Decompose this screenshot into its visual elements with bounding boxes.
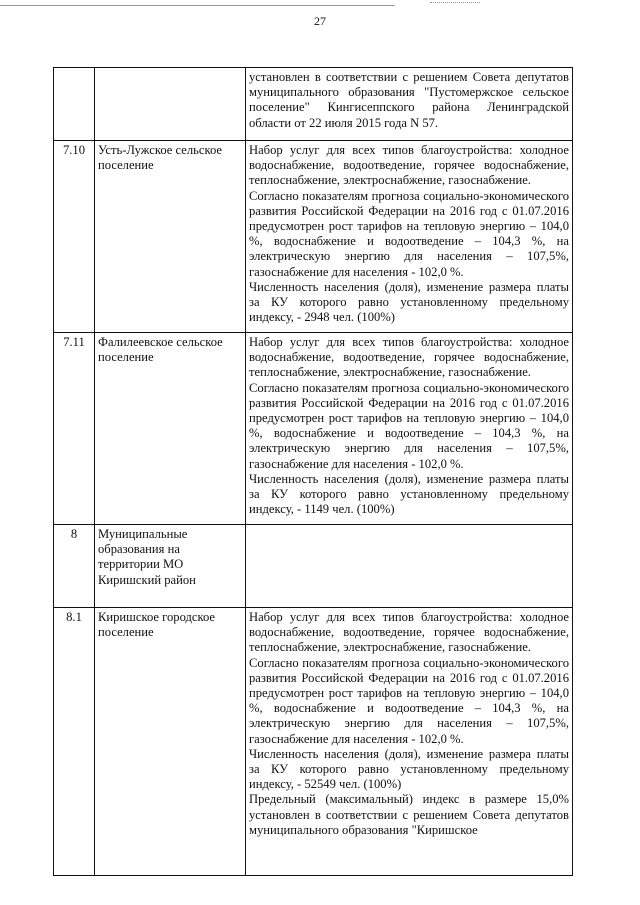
description-paragraph: Численность населения (доля), изменение размера платы за КУ которого равно установленному предельному индексу, - 1149 чел. (100%) — [249, 471, 569, 517]
scan-artifact — [430, 2, 480, 7]
description-paragraph: Предельный (максимальный) индекс в размере 15,0% установлен в соответствии с решением Совета депутатов муниципального образования "Киришское — [249, 792, 569, 837]
page-number: 27 — [314, 14, 326, 28]
scan-top-rule — [0, 5, 395, 6]
row-number: 7.10 — [54, 141, 95, 333]
row-number: 7.11 — [54, 333, 95, 525]
row-number: 8 — [54, 525, 95, 608]
row-number: 8.1 — [54, 608, 95, 876]
table-row — [54, 608, 573, 876]
table-row — [54, 141, 573, 333]
municipality-name: Муниципальные образования на территории МО Киришский район — [95, 525, 246, 608]
description-paragraph: Согласно показателям прогноза социально-экономического развития Российской Федерации на 2016 год с 01.07.2016 предусмотрен рост тарифов на тепловую энергию – 104,0 %, водоснабжение и водоотведение – 104,3 %, на электрическую энергию для населения – 107,5%, газоснабжение для населения - 102,0 %. — [249, 380, 569, 471]
municipality-name: Фалилеевское сельское поселение — [95, 333, 246, 525]
description-paragraph: Согласно показателям прогноза социально-экономического развития Российской Федерации на 2016 год с 01.07.2016 предусмотрен рост тарифов на тепловую энергию – 104,0 %, водоснабжение и водоотведение – 104,3 %, на электрическую энергию для населения – 107,5%, газоснабжение для населения - 102,0 %. — [249, 655, 569, 746]
description-paragraph: Набор услуг для всех типов благоустройства: холодное водоснабжение, водоотведение, горячее водоснабжение, теплоснабжение, электроснабжение, газоснабжение. — [249, 335, 569, 380]
description-paragraph: Численность населения (доля), изменение размера платы за КУ которого равно установленному предельному индексу, - 52549 чел. (100%) — [249, 746, 569, 792]
table-row — [54, 333, 573, 525]
row-description — [246, 141, 573, 333]
table-row — [54, 68, 573, 141]
municipality-name: Усть-Лужское сельское поселение — [95, 141, 246, 333]
tariff-table — [53, 67, 573, 876]
description-paragraph: Набор услуг для всех типов благоустройства: холодное водоснабжение, водоотведение, горячее водоснабжение, теплоснабжение, электроснабжение, газоснабжение. — [249, 610, 569, 655]
description-paragraph: Набор услуг для всех типов благоустройства: холодное водоснабжение, водоотведение, горячее водоснабжение, теплоснабжение, электроснабжение, газоснабжение. — [249, 143, 569, 188]
table-row — [54, 525, 573, 608]
description-paragraph: Численность населения (доля), изменение размера платы за КУ которого равно установленному предельному индексу, - 2948 чел. (100%) — [249, 279, 569, 325]
description-paragraph: Согласно показателям прогноза социально-экономического развития Российской Федерации на 2016 год с 01.07.2016 предусмотрен рост тарифов на тепловую энергию – 104,0 %, водоснабжение и водоотведение – 104,3 %, на электрическую энергию для населения – 107,5%, газоснабжение для населения - 102,0 %. — [249, 188, 569, 279]
row-description — [246, 608, 573, 876]
row-description — [246, 68, 573, 141]
municipality-name: Киришское городское поселение — [95, 608, 246, 876]
row-description — [246, 333, 573, 525]
description-paragraph: установлен в соответствии с решением Совета депутатов муниципального образования "Пустомержское сельское поселение" Кингисеппского района Ленинградской области от 22 июля 2015 года N 57. — [249, 70, 569, 130]
row-description — [246, 525, 573, 608]
municipality-name — [95, 68, 246, 141]
row-number — [54, 68, 95, 141]
